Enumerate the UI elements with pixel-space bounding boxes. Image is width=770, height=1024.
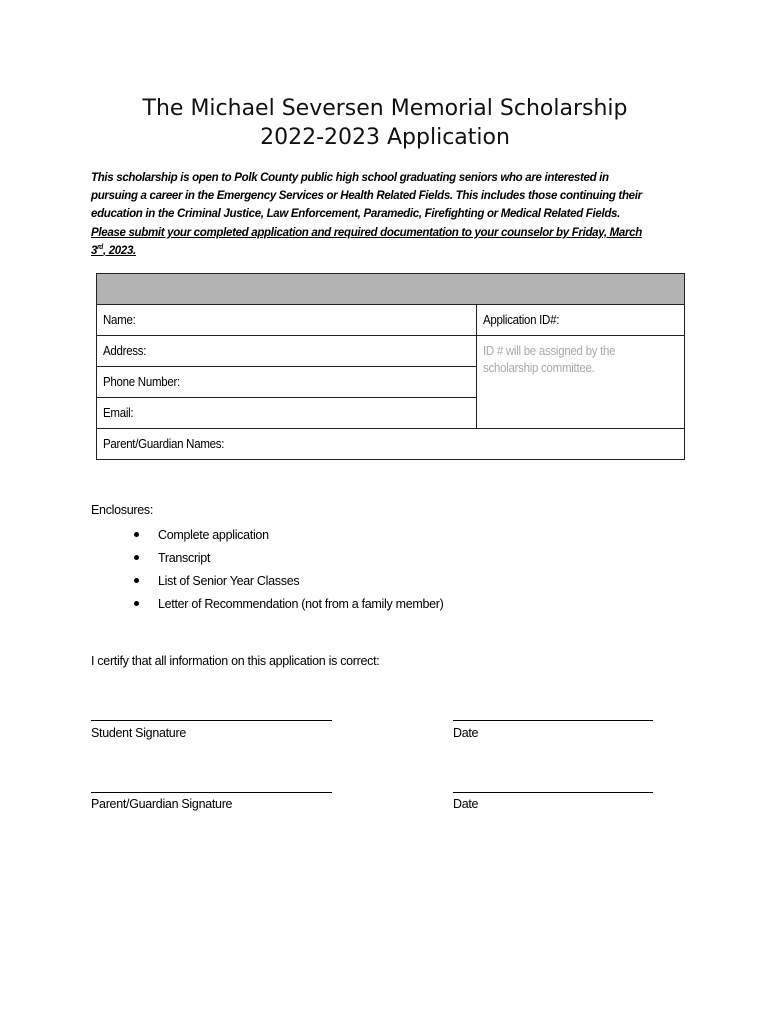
title-line-2: 2022-2023 Application <box>260 125 510 150</box>
parent-signature-line[interactable] <box>91 792 332 793</box>
student-date-line[interactable] <box>453 720 653 721</box>
phone-field[interactable] <box>97 367 477 398</box>
list-item: Transcript <box>134 548 444 571</box>
parent-date-label: Date <box>453 797 479 811</box>
list-item: List of Senior Year Classes <box>134 571 444 594</box>
intro-text: This scholarship is open to Polk County public high school graduating seniors who are interested in pursuing a career in the Emergency Services or Health Related Fields. This includes those continuing their education in the Criminal Justice, Law Enforcement, Paramedic, Firefighting or Medical Related Fields. <box>91 170 642 221</box>
student-date-label: Date <box>453 726 479 740</box>
id-note-cell <box>477 336 685 429</box>
list-item: Complete application <box>134 525 444 548</box>
name-label: Name: <box>103 313 136 327</box>
address-field[interactable] <box>97 336 477 367</box>
parent-date-line[interactable] <box>453 792 653 793</box>
phone-label: Phone Number: <box>103 375 180 389</box>
enclosures-title: Enclosures: <box>91 503 154 517</box>
applicant-info-table <box>96 273 685 460</box>
student-signature-label: Student Signature <box>91 726 186 740</box>
parent-names-label: Parent/Guardian Names: <box>103 437 225 451</box>
name-field[interactable] <box>97 305 477 336</box>
address-label: Address: <box>103 344 147 358</box>
parent-names-field[interactable] <box>97 429 685 460</box>
intro-paragraph <box>91 168 649 259</box>
application-id-field <box>477 305 685 336</box>
enclosures-list <box>134 525 444 617</box>
title-line-1: The Michael Seversen Memorial Scholarship <box>142 96 628 121</box>
email-label: Email: <box>103 406 134 420</box>
submit-text: Please submit your completed application and required documentation to your counselor by Friday, March 3 <box>91 224 642 257</box>
date-suffix: rd <box>97 243 103 251</box>
submit-instructions <box>91 225 642 257</box>
email-field[interactable] <box>97 398 477 429</box>
submit-text-end: , 2023. <box>102 242 136 257</box>
document-title <box>0 94 770 152</box>
table-header-bar <box>97 274 685 305</box>
certification-statement: I certify that all information on this application is correct: <box>91 654 380 668</box>
application-id-label: Application ID#: <box>483 313 560 327</box>
parent-signature-label: Parent/Guardian Signature <box>91 797 233 811</box>
list-item: Letter of Recommendation (not from a family member) <box>134 594 444 617</box>
id-note: ID # will be assigned by the scholarship committee. <box>483 344 616 375</box>
student-signature-line[interactable] <box>91 720 332 721</box>
